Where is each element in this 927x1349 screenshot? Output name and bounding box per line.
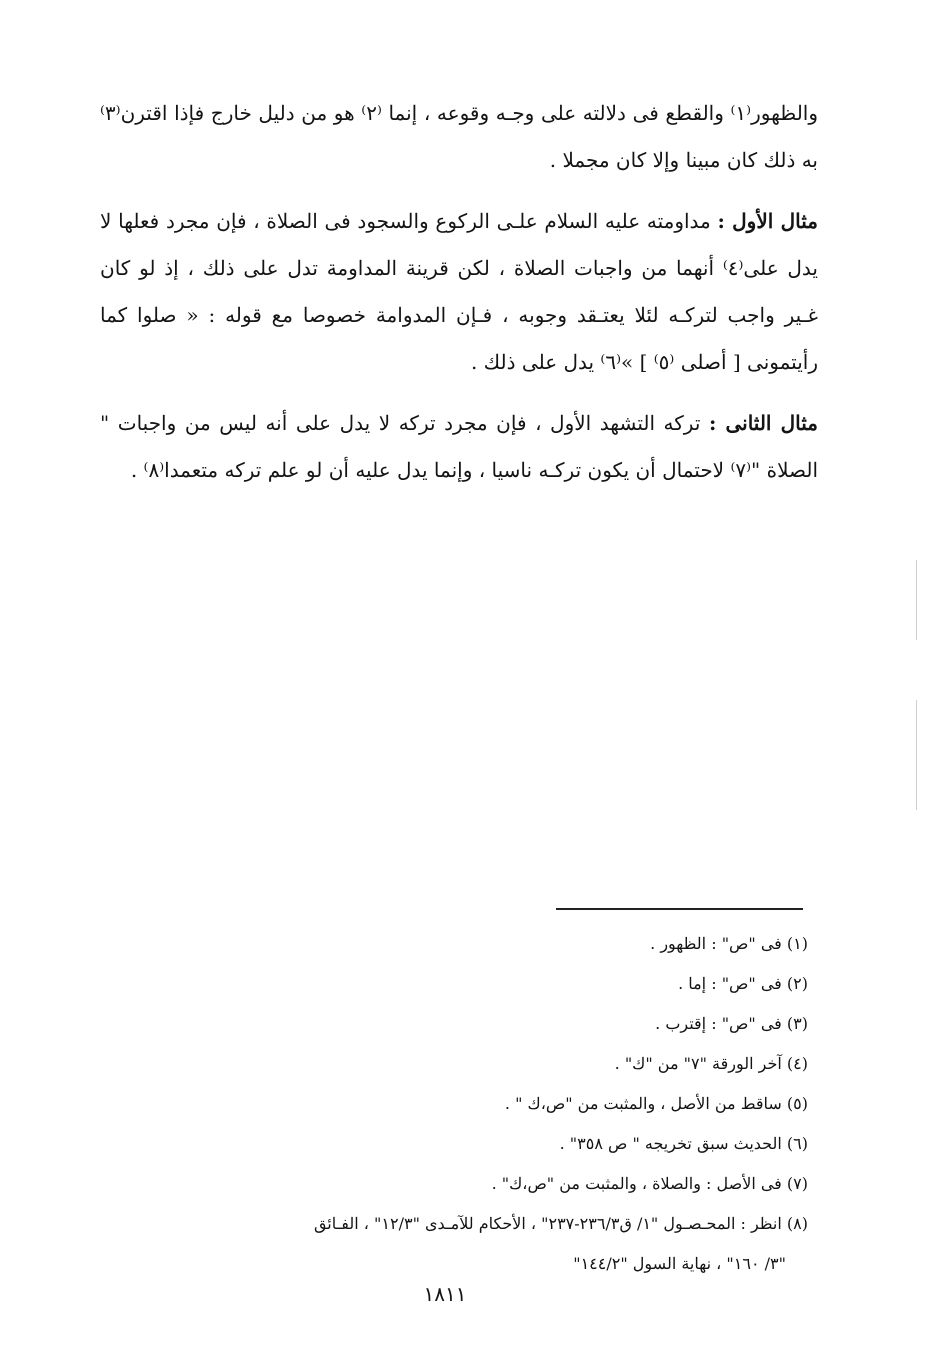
- footnote-6: (٦) الحديث سبق تخريجه " ص ٣٥٨" .: [559, 1134, 808, 1153]
- footnote-1: (١) فى "ص" : الظهور .: [650, 934, 808, 953]
- page-number: ١٨١١: [423, 1282, 467, 1306]
- footnote-7: (٧) فى الأصل : والصلاة ، والمثبت من "ص،ك" .: [491, 1174, 808, 1193]
- scan-edge-mark: [916, 700, 917, 810]
- footnotes: [96, 924, 808, 1284]
- example-2-heading: مثال الثانى :: [708, 411, 819, 435]
- paragraph-1-text: والظهور⁽١⁾ والقطع فى دلالته على وجـه وقوعه ، إنما ⁽٢⁾ هو من دليل خارج فإذا اقترن⁽٣⁾ به ذلك كان مبينا وإلا كان مجملا .: [100, 101, 819, 172]
- footnote-4: (٤) آخر الورقة "٧" من "ك" .: [614, 1054, 808, 1073]
- paragraph-2-text: مداومته عليه السلام علـى الركوع والسجود فى الصلاة ، فإن مجرد فعلها لا يدل على⁽٤⁾ أنهما من واجبات الصلاة ، لكن قرينة المداومة تدل على ذلك ، إذ لو كان غـير واجب لتركـه لئلا يعتـقد وجوبه ، فـإن المدوامة خصوصا مع قوله : « صلوا كما رأيتمونى [ أصلى ⁽٥⁾ ] »⁽٦⁾ يدل على ذلك .: [100, 209, 819, 374]
- paragraph-3: [100, 400, 818, 494]
- paragraph-2: [100, 198, 818, 386]
- paragraph-3-text: تركه التشهد الأول ، فإن مجرد تركه لا يدل على أنه ليس من واجبات " الصلاة "⁽٧⁾ لاحتمال أن يكون تركـه ناسيا ، وإنما يدل عليه أن لو علم تركه متعمدا⁽٨⁾ .: [100, 411, 818, 482]
- paragraph-1: [100, 90, 818, 184]
- footnote-separator: [556, 908, 803, 910]
- footnote-5: (٥) ساقط من الأصل ، والمثبت من "ص،ك " .: [504, 1094, 808, 1113]
- footnote-2: (٢) فى "ص" : إما .: [678, 974, 808, 993]
- example-1-heading: مثال الأول :: [717, 209, 818, 233]
- main-text-body: [100, 90, 818, 508]
- footnote-3: (٣) فى "ص" : إقترب .: [655, 1014, 808, 1033]
- footnote-8: (٨) انظر : المحـصـول "١/ ق٢٣٦/٣-٢٣٧" ، الأحكام للآمـدى "١٢/٣" ، الفـائق: [313, 1214, 808, 1233]
- scan-edge-mark: [916, 560, 917, 640]
- footnote-8-continuation: "٣/ ١٦٠" ، نهاية السول "١٤٤/٢": [573, 1254, 786, 1273]
